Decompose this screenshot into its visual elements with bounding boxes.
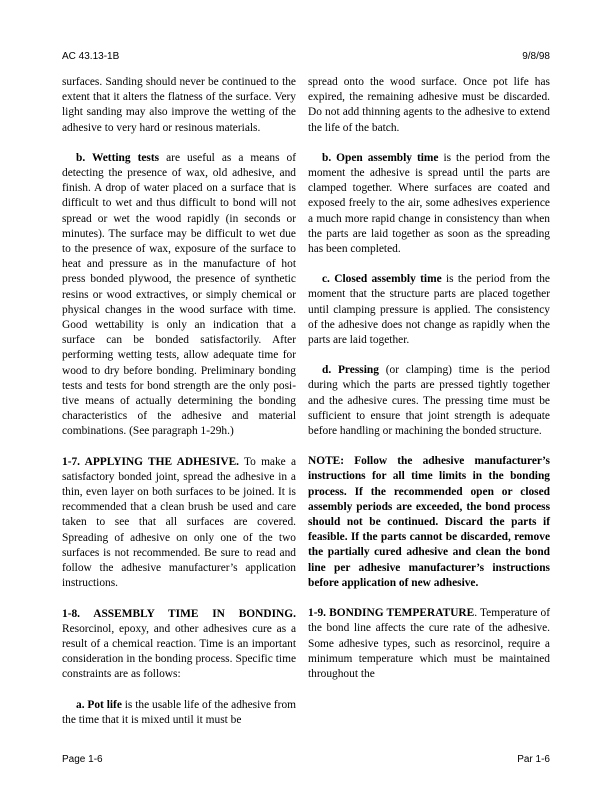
section-1-9 <box>308 606 550 682</box>
page-footer <box>62 754 550 765</box>
section-1-9-heading: 1-9. BONDING TEMPERATURE <box>308 607 475 620</box>
section-1-7-heading: 1-7. APPLYING THE ADHESIVE. <box>62 455 240 468</box>
paragraph-sanding: surfaces. Sanding should never be continued to the extent that it alters the flatness of the surface. Very light sanding may also improve the wetting of the adhesive to very hard or resinous materials. <box>62 76 296 134</box>
note-box: NOTE: Follow the adhesive manufacturer’s instructions for all time limits in the bonding process. If the recommended open or closed assembly periods are exceeded, the bond process should not be continued. Discard the parts if feasible. If the parts cannot be discarded, remove the partially cured adhesive and clean the bond line per adhesive manufacturer’s instructions before application of new adhesive. <box>308 455 550 589</box>
pressing-text: (or clamping) time is the period during which the parts are pressed tightly together and the adhesive cures. The pressing time must be sufficient to ensure that joint strength is adequate before handling or machining the bonded structure. <box>308 364 550 438</box>
wetting-tests-label: b. Wetting tests <box>76 151 160 164</box>
section-1-8 <box>62 607 296 683</box>
paragraph-wetting-tests <box>62 151 296 440</box>
page-number: Page 1-6 <box>62 754 103 765</box>
document-number: AC 43.13-1B <box>62 51 120 62</box>
paragraph-pressing <box>308 363 550 439</box>
open-assembly-text: is the period from the moment the adhesive is spread until the parts are clamped together. Where surfaces are coated and exposed freely to the air, some adhesives experience a much more rapid change in consistency than when the parts are laid together as soon as the spreading has been completed. <box>308 151 550 256</box>
section-1-9-text: . Temperature of the bond line affects the cure rate of the adhesive. Some adhesive types, such as resorcinol, require a minimum temperature which must be maintained throughout the <box>308 607 551 680</box>
section-1-8-heading: 1-8. ASSEMBLY TIME IN BONDING. <box>62 607 296 620</box>
section-1-8-text: Resorcinol, epoxy, and other adhesives cure as a result of a chemical reaction. Time is an important consideration in the bonding process. Specific time constraints are as follows: <box>62 622 296 681</box>
pot-life-text: is the usable life of the adhesive from the time that it is mixed until it must be <box>62 698 296 726</box>
paragraph-open-assembly <box>308 151 550 257</box>
section-1-7 <box>62 455 296 592</box>
left-column <box>62 75 296 743</box>
paragraph-reference: Par 1-6 <box>517 754 550 765</box>
wetting-tests-text: are useful as a means of detecting the presence of wax, old adhesive, and finish. A drop of water placed on a surface that is difficult to wet and thus difficult to bond will not spread or wet the wood rapidly (in seconds or minutes). The surface may be difficult to wet due to the presence of wax, exposure of the surface to heat and pressure as in the manufacture of hot press bonded plywood, the presence of synthetic resins or wood extractives, or simply chemical or physical changes in the wood surface with time. Good wettability is only an indication that a surface can be bonded satisfactorily. After performing wetting tests, allow adequate time for wood to dry before bonding. Preliminary bonding tests and tests for bond strength are the only positive means of actually determining the bonding characteristics of the adhesive and material combinations. (See paragraph 1-29h.) <box>62 151 296 438</box>
open-assembly-label: b. Open assembly time <box>322 151 439 164</box>
pot-life-label: a. Pot life <box>76 698 122 711</box>
closed-assembly-text: is the period from the moment that the structure parts are placed together until clamping pressure is applied. The consistency of the adhesive does not change as rapidly when the parts are laid together. <box>308 273 550 347</box>
paragraph-pot-life-continued: spread onto the wood surface. Once pot life has expired, the remaining adhesive must be discarded. Do not add thinning agents to the adhesive to extend the life of the batch. <box>308 76 550 134</box>
right-column <box>308 75 550 697</box>
section-1-7-text: To make a satisfactory bonded joint, spread the adhesive in a thin, even layer on both surfaces to be joined. It is recommended that a clean brush be used and care taken to see that all surfaces are covered. Spreading of adhesive on only one of the two surfaces is not recommended. Be sure to read and follow the adhesive manufacturer’s application instructions. <box>62 455 296 590</box>
pressing-label: d. Pressing <box>322 364 379 377</box>
paragraph-closed-assembly <box>308 272 550 348</box>
page-header <box>62 51 550 62</box>
paragraph-pot-life <box>62 698 296 728</box>
closed-assembly-label: c. Closed assembly time <box>322 273 442 286</box>
document-date: 9/8/98 <box>522 51 550 62</box>
